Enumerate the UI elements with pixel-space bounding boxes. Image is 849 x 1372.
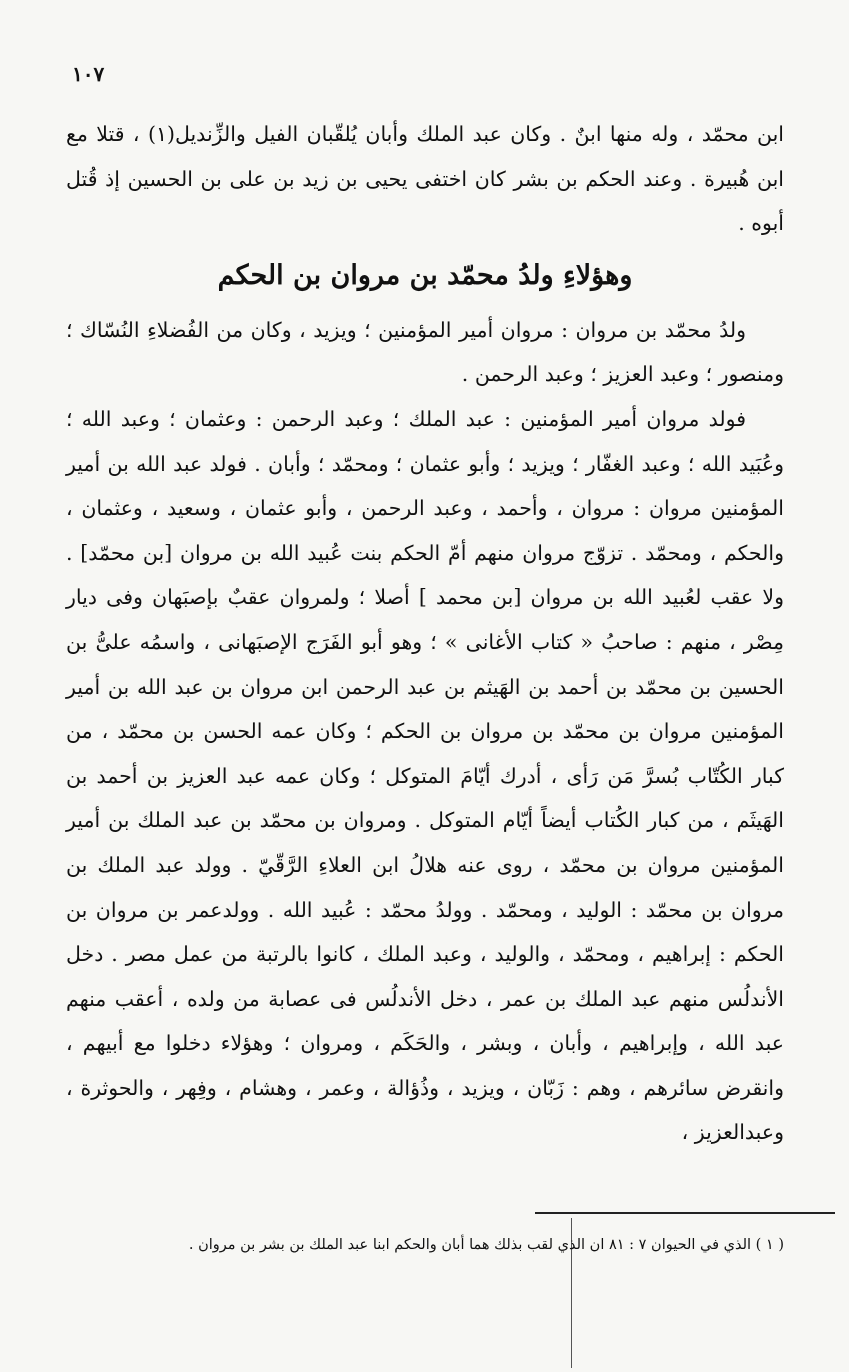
paragraph-descendants: فولد مروان أمير المؤمنين : عبد الملك ؛ وعبد الرحمن : وعثمان ؛ وعبد الله ؛ وعُبَيد الله ؛ وعبد الغفّار ؛ ويزيد ؛ وأبو عثمان ؛ ومحمّد ؛ وأبان . فولد عبد الله بن أمير المؤمنين مروان : مروان ، وأحمد ، وعبد الرحمن ، وأبو عثمان ، وسعيد ، وعثمان ، والحكم ، ومحمّد . تزوّج مروان منهم أمّ الحكم بنت عُبيد الله بن مروان [بن محمّد] . ولا عقب لعُبيد الله بن مروان [بن محمد ] أصلا ؛ ولمروان عقبٌ بإصبَهان وفى ديار مِصْر ، منهم : صاحبُ « كتاب الأغانى » ؛ وهو أبو الفَرَج الإصبَهانى ، واسمُه علىُّ بن الحسين بن محمّد بن أحمد بن الهَيثم بن عبد الرحمن ابن مروان بن عبد الله بن أمير المؤمنين مروان بن محمّد بن مروان بن الحكم ؛ وكان عمه الحسن بن محمّد ، من كبار الكُتّاب بُسرَّ مَن رَأى ، أدرك أيّامَ المتوكل ؛ وكان عمه عبد العزيز بن أحمد بن الهَيثَم ، من كبار الكُتاب أيضاً أيّام المتوكل . ومروان بن محمّد بن عبد الملك بن أمير المؤمنين مروان بن محمّد ، روى عنه هلالُ ابن العلاءِ الرَّقّيّ . وولد عبد الملك بن مروان بن محمّد : الوليد ، ومحمّد . وولدُ محمّد : عُبيد الله . وولدعمر بن مروان بن الحكم : إبراهيم ، ومحمّد ، والوليد ، وعبد الملك ، كانوا بالرتبة من عمل مصر . دخل الأندلُس منهم عبد الملك بن عمر ، دخل الأندلُس فى عصابة من ولده ، أعقب منهم عبد الله ، وإبراهيم ، وأبان ، وبشر ، والحَكَم ، ومروان ؛ وهؤلاء دخلوا مع أبيهم ، وانقرض سائرهم ، وهم : زَبّان ، ويزيد ، وذُؤالة ، وعمر ، وهشام ، وفِهر ، والحوثرة ، وعبدالعزيز ،	[66, 406, 784, 1145]
main-text	[66, 112, 784, 1155]
section-heading: وهؤلاءِ ولدُ محمّد بن مروان بن الحكم	[217, 259, 633, 291]
paragraph-continuation: ابن محمّد ، وله منها ابنٌ . وكان عبد الملك وأبان يُلقّبان الفيل والزِّنديل(١) ، قتلا مع ابن هُبيرة . وعند الحكم بن بشر كان اختفى يحيى بن زيد بن على بن الحسين إذ قُتل أبوه .	[66, 122, 784, 236]
footnote-rule	[535, 1212, 835, 1214]
paragraph-sons-of-muhammad: ولدُ محمّد بن مروان : مروان أمير المؤمنين ؛ ويزيد ، وكان من الفُضلاءِ النُسّاك ؛ ومنصور ؛ وعبد العزيز ؛ وعبد الرحمن .	[66, 317, 784, 387]
footnote	[66, 1232, 784, 1259]
footnote-text: ( ١ ) الذي في الحيوان ٧ : ٨١ ان الذي لقب بذلك هما أبان والحكم ابنا عبد الملك بن بشر بن مروان .	[188, 1237, 784, 1253]
page-number: ١٠٧	[72, 62, 105, 86]
